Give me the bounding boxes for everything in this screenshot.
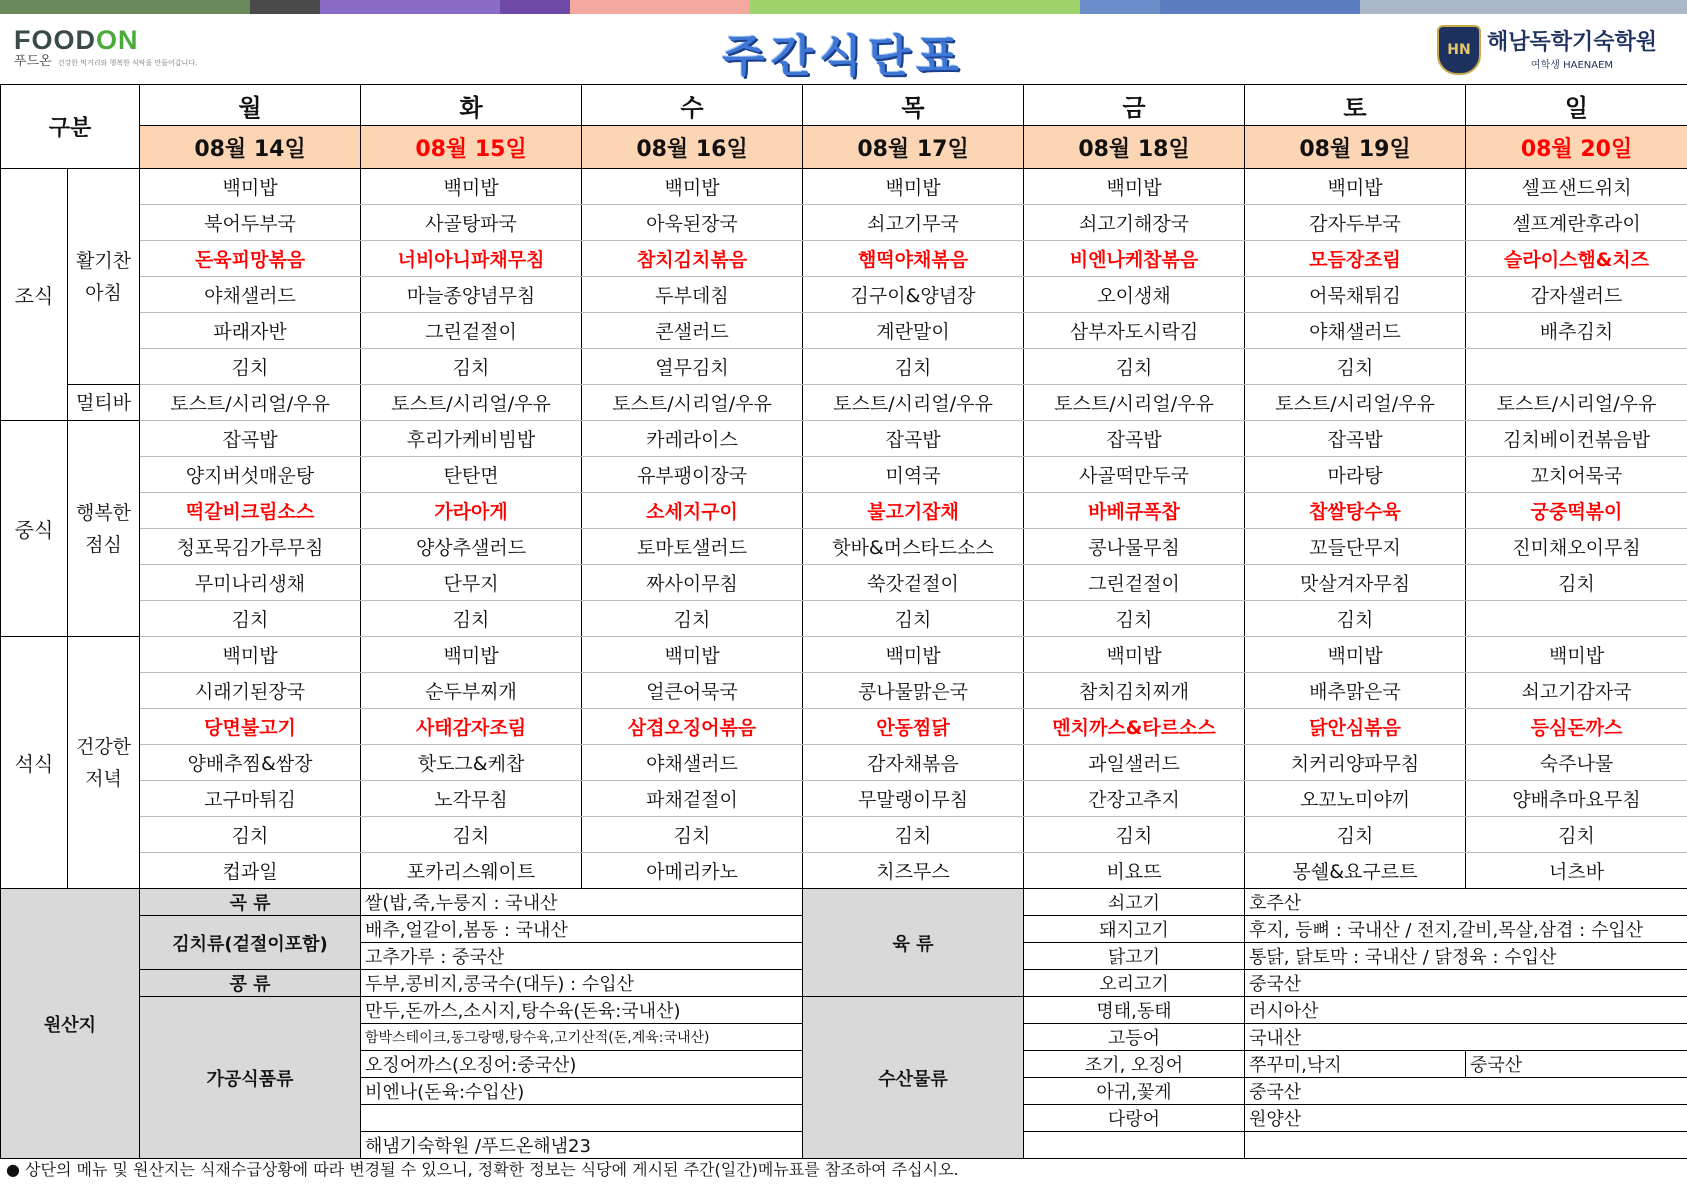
menu-item: 배추김치 [1466,313,1687,349]
menu-item: 백미밥 [361,637,582,673]
menu-item: 양상추샐러드 [361,529,582,565]
menu-item: 잡곡밥 [1024,421,1245,457]
top-bar-segment [0,0,250,14]
menu-item: 김치 [361,817,582,853]
seafood-origin: 러시아산 [1245,997,1687,1024]
menu-item: 토스트/시리얼/우유 [1245,385,1466,421]
menu-item: 감자샐러드 [1466,277,1687,313]
brand-main: FOOD [14,25,96,55]
menu-item: 콘샐러드 [582,313,803,349]
menu-item: 시래기된장국 [140,673,361,709]
menu-item: 슬라이스햄&치즈 [1466,241,1687,277]
processed-origin: 해냄기숙학원 /푸드온해냄23 [361,1132,803,1159]
meal-label: 조식 [1,169,68,421]
page-title: 주간식단표 [722,31,965,82]
menu-item: 김치 [1466,817,1687,853]
processed-origin: 함박스테이크,동그랑땡,탕수육,고기산적(돈,계육:국내산) [361,1024,803,1051]
menu-item: 김치베이컨볶음밥 [1466,421,1687,457]
multibar-label: 멀티바 [68,385,140,421]
processed-origin: 오징어까스(오징어:중국산) [361,1051,803,1078]
menu-item: 꼬치어묵국 [1466,457,1687,493]
menu-item: 김구이&양념장 [803,277,1024,313]
meal-sub-label: 건강한 저녁 [68,637,140,889]
day-header: 월 [140,85,361,126]
date-header: 08월 19일 [1245,126,1466,169]
menu-item: 햄떡야채볶음 [803,241,1024,277]
menu-item: 모듬장조림 [1245,241,1466,277]
menu-item: 멘치까스&타르소스 [1024,709,1245,745]
meat-label: 육 류 [803,889,1024,997]
menu-item: 김치 [1024,601,1245,637]
processed-origin [361,1105,803,1132]
menu-item: 등심돈까스 [1466,709,1687,745]
menu-item: 비요뜨 [1024,853,1245,889]
top-bar-segment [840,0,1080,14]
menu-item: 토스트/시리얼/우유 [140,385,361,421]
meat-item: 돼지고기 [1024,916,1245,943]
menu-item: 쇠고기감자국 [1466,673,1687,709]
meat-item: 오리고기 [1024,970,1245,997]
menu-item: 북어두부국 [140,205,361,241]
menu-item: 두부데침 [582,277,803,313]
menu-item: 토스트/시리얼/우유 [582,385,803,421]
meat-origin: 통닭, 닭토막 : 국내산 / 닭정육 : 수입산 [1245,943,1687,970]
menu-item: 계란말이 [803,313,1024,349]
menu-item: 사태감자조림 [361,709,582,745]
top-bar-segment [250,0,320,14]
date-header: 08월 14일 [140,126,361,169]
menu-item: 김치 [140,349,361,385]
menu-item: 배추맑은국 [1245,673,1466,709]
menu-item [1466,349,1687,385]
date-header: 08월 17일 [803,126,1024,169]
kimchi-origin: 고추가루 : 중국산 [361,943,803,970]
menu-item: 너츠바 [1466,853,1687,889]
kimchi-origin: 배추,얼갈이,봄동 : 국내산 [361,916,803,943]
menu-item: 김치 [361,601,582,637]
menu-item: 치커리양파무침 [1245,745,1466,781]
seafood-item [1024,1132,1245,1159]
menu-item: 백미밥 [582,169,803,205]
brand-on: ON [96,25,139,55]
menu-item: 김치 [1245,349,1466,385]
menu-item: 셀프계란후라이 [1466,205,1687,241]
day-header: 목 [803,85,1024,126]
menu-item: 짜사이무침 [582,565,803,601]
menu-item: 안동찜닭 [803,709,1024,745]
menu-item: 무말랭이무침 [803,781,1024,817]
menu-item: 쇠고기해장국 [1024,205,1245,241]
menu-item: 당면불고기 [140,709,361,745]
menu-item: 김치 [1024,349,1245,385]
meat-item: 쇠고기 [1024,889,1245,916]
grain-label: 곡 류 [140,889,361,916]
menu-item: 김치 [1245,817,1466,853]
menu-item: 김치 [582,817,803,853]
date-header: 08월 20일 [1466,126,1687,169]
menu-item: 아메리카노 [582,853,803,889]
menu-item: 닭안심볶음 [1245,709,1466,745]
menu-item: 감자두부국 [1245,205,1466,241]
menu-item: 고구마튀김 [140,781,361,817]
meal-label: 석식 [1,637,68,889]
day-header: 일 [1466,85,1687,126]
menu-item: 숙주나물 [1466,745,1687,781]
menu-item: 토스트/시리얼/우유 [1024,385,1245,421]
menu-item: 콩나물맑은국 [803,673,1024,709]
kimchi-label: 김치류(겉절이포함) [140,916,361,970]
seafood-item: 다랑어 [1024,1105,1245,1132]
menu-item: 마라탕 [1245,457,1466,493]
meat-origin: 후지, 등뼈 : 국내산 / 전지,갈비,목살,삼겹 : 수입산 [1245,916,1687,943]
menu-item: 그린겉절이 [1024,565,1245,601]
menu-item: 꼬들단무지 [1245,529,1466,565]
menu-item: 콩나물무침 [1024,529,1245,565]
meal-label: 중식 [1,421,68,637]
day-header: 금 [1024,85,1245,126]
meal-sub-label: 활기찬 아침 [68,169,140,385]
menu-item: 포카리스웨이트 [361,853,582,889]
date-header: 08월 16일 [582,126,803,169]
top-bar-segment [1080,0,1160,14]
menu-item: 잡곡밥 [1245,421,1466,457]
top-bar-segment [1160,0,1360,14]
top-bar-segment [750,0,840,14]
menu-item: 야채샐러드 [582,745,803,781]
day-header: 수 [582,85,803,126]
menu-item: 사골탕파국 [361,205,582,241]
menu-item [1466,601,1687,637]
menu-item: 야채샐러드 [1245,313,1466,349]
menu-item: 김치 [140,601,361,637]
seafood-origin: 국내산 [1245,1024,1687,1051]
seafood-item: 아귀,꽃게 [1024,1078,1245,1105]
top-bar-segment [320,0,500,14]
menu-item: 백미밥 [803,637,1024,673]
menu-item: 마늘종양념무침 [361,277,582,313]
menu-item: 탄탄면 [361,457,582,493]
seafood-origin: 원양산 [1245,1105,1687,1132]
seafood-origin: 중국산 [1245,1078,1687,1105]
top-color-bar [0,0,1687,14]
bean-label: 콩 류 [140,970,361,997]
date-header: 08월 15일 [361,126,582,169]
menu-item: 노각무침 [361,781,582,817]
menu-item: 쇠고기무국 [803,205,1024,241]
menu-item: 백미밥 [140,637,361,673]
menu-item: 비엔나케찹볶음 [1024,241,1245,277]
school-logo [1437,20,1657,80]
menu-item: 어묵채튀김 [1245,277,1466,313]
gubun-header: 구분 [1,85,140,169]
menu-item: 핫바&머스타드소스 [803,529,1024,565]
meal-sub-label: 행복한 점심 [68,421,140,637]
menu-item: 떡갈비크림소스 [140,493,361,529]
menu-item: 백미밥 [1245,169,1466,205]
menu-item: 김치 [140,817,361,853]
menu-item: 김치 [582,601,803,637]
menu-item: 김치 [1024,817,1245,853]
menu-item: 김치 [361,349,582,385]
menu-item: 파래자반 [140,313,361,349]
brand-sub: 푸드온 [14,54,52,69]
menu-item: 궁중떡볶이 [1466,493,1687,529]
date-header: 08월 18일 [1024,126,1245,169]
footnote: ● 상단의 메뉴 및 원산지는 식재수급상황에 따라 변경될 수 있으니, 정확한 정보는 식당에 게시된 주간(일간)메뉴표를 참조하여 주십시오. [6,1160,959,1179]
menu-item: 김치 [803,817,1024,853]
seafood-item: 고등어 [1024,1024,1245,1051]
menu-item: 양배추마요무침 [1466,781,1687,817]
school-sub: 여학생 HAENAEM [1530,59,1614,71]
menu-item: 참치김치볶음 [582,241,803,277]
menu-item: 백미밥 [1245,637,1466,673]
bean-origin: 두부,콩비지,콩국수(대두) : 수입산 [361,970,803,997]
menu-item: 진미채오이무침 [1466,529,1687,565]
menu-item: 삼겹오징어볶음 [582,709,803,745]
origin-title: 원산지 [1,889,140,1159]
menu-item: 김치 [803,349,1024,385]
school-name: 해남독학기숙학원 [1486,29,1657,55]
menu-item: 삼부자도시락김 [1024,313,1245,349]
menu-item: 잡곡밥 [140,421,361,457]
menu-item: 과일샐러드 [1024,745,1245,781]
day-header: 화 [361,85,582,126]
processed-label: 가공식품류 [140,997,361,1159]
menu-item: 찹쌀탕수육 [1245,493,1466,529]
menu-item: 양배추찜&쌈장 [140,745,361,781]
menu-item: 백미밥 [140,169,361,205]
menu-item: 양지버섯매운탕 [140,457,361,493]
menu-item: 백미밥 [803,169,1024,205]
menu-item: 김치 [1245,601,1466,637]
menu-item: 오이생채 [1024,277,1245,313]
shield-icon: HN [1437,25,1481,75]
seafood-origin-2: 중국산 [1466,1051,1687,1078]
top-bar-segment [570,0,750,14]
menu-item: 미역국 [803,457,1024,493]
menu-item: 그린겉절이 [361,313,582,349]
seafood-label: 수산물류 [803,997,1024,1159]
menu-item: 토스트/시리얼/우유 [803,385,1024,421]
menu-item: 열무김치 [582,349,803,385]
processed-origin: 비엔나(돈육:수입산) [361,1078,803,1105]
top-bar-segment [500,0,570,14]
menu-item: 토마토샐러드 [582,529,803,565]
menu-item: 소세지구이 [582,493,803,529]
meat-origin: 중국산 [1245,970,1687,997]
top-bar-segment [1360,0,1687,14]
menu-item: 감자채볶음 [803,745,1024,781]
menu-item: 백미밥 [1466,637,1687,673]
origin-table [0,888,1687,1159]
menu-item: 파채겉절이 [582,781,803,817]
seafood-origin [1245,1132,1687,1159]
menu-item: 카레라이스 [582,421,803,457]
menu-item: 야채샐러드 [140,277,361,313]
seafood-origin: 쭈꾸미,낙지 [1245,1051,1466,1078]
page-header [0,14,1687,84]
menu-item: 단무지 [361,565,582,601]
weekly-menu-table [0,84,1687,889]
menu-item: 백미밥 [582,637,803,673]
seafood-item: 명태,동태 [1024,997,1245,1024]
meat-item: 닭고기 [1024,943,1245,970]
menu-item: 얼큰어묵국 [582,673,803,709]
menu-item: 너비아니파채무침 [361,241,582,277]
menu-item: 맛살겨자무침 [1245,565,1466,601]
menu-item: 백미밥 [1024,169,1245,205]
menu-item: 유부팽이장국 [582,457,803,493]
day-header: 토 [1245,85,1466,126]
menu-item: 토스트/시리얼/우유 [1466,385,1687,421]
seafood-item: 조기, 오징어 [1024,1051,1245,1078]
menu-item: 아욱된장국 [582,205,803,241]
menu-item: 바베큐폭찹 [1024,493,1245,529]
menu-item: 컵과일 [140,853,361,889]
meat-origin: 호주산 [1245,889,1687,916]
menu-item: 참치김치찌개 [1024,673,1245,709]
processed-origin: 만두,돈까스,소시지,탕수육(돈육:국내산) [361,997,803,1024]
menu-item: 사골떡만두국 [1024,457,1245,493]
menu-item: 셀프샌드위치 [1466,169,1687,205]
menu-item: 핫도그&케찹 [361,745,582,781]
menu-item: 불고기잡채 [803,493,1024,529]
menu-item: 몽쉘&요구르트 [1245,853,1466,889]
menu-item: 간장고추지 [1024,781,1245,817]
menu-item: 후리가케비빔밥 [361,421,582,457]
brand-tag: 건강한 먹거리와 행복한 식탁을 만들어갑니다. [57,59,198,67]
grain-origin: 쌀(밥,죽,누룽지 : 국내산 [361,889,803,916]
menu-item: 토스트/시리얼/우유 [361,385,582,421]
menu-item: 돈육피망볶음 [140,241,361,277]
menu-item: 쑥갓겉절이 [803,565,1024,601]
menu-item: 가라아게 [361,493,582,529]
menu-item: 백미밥 [1024,637,1245,673]
menu-item: 오꼬노미야끼 [1245,781,1466,817]
menu-item: 김치 [1466,565,1687,601]
menu-item: 백미밥 [361,169,582,205]
menu-item: 청포묵김가루무침 [140,529,361,565]
menu-item: 치즈무스 [803,853,1024,889]
menu-item: 김치 [803,601,1024,637]
menu-item: 순두부찌개 [361,673,582,709]
menu-item: 무미나리생채 [140,565,361,601]
menu-item: 잡곡밥 [803,421,1024,457]
